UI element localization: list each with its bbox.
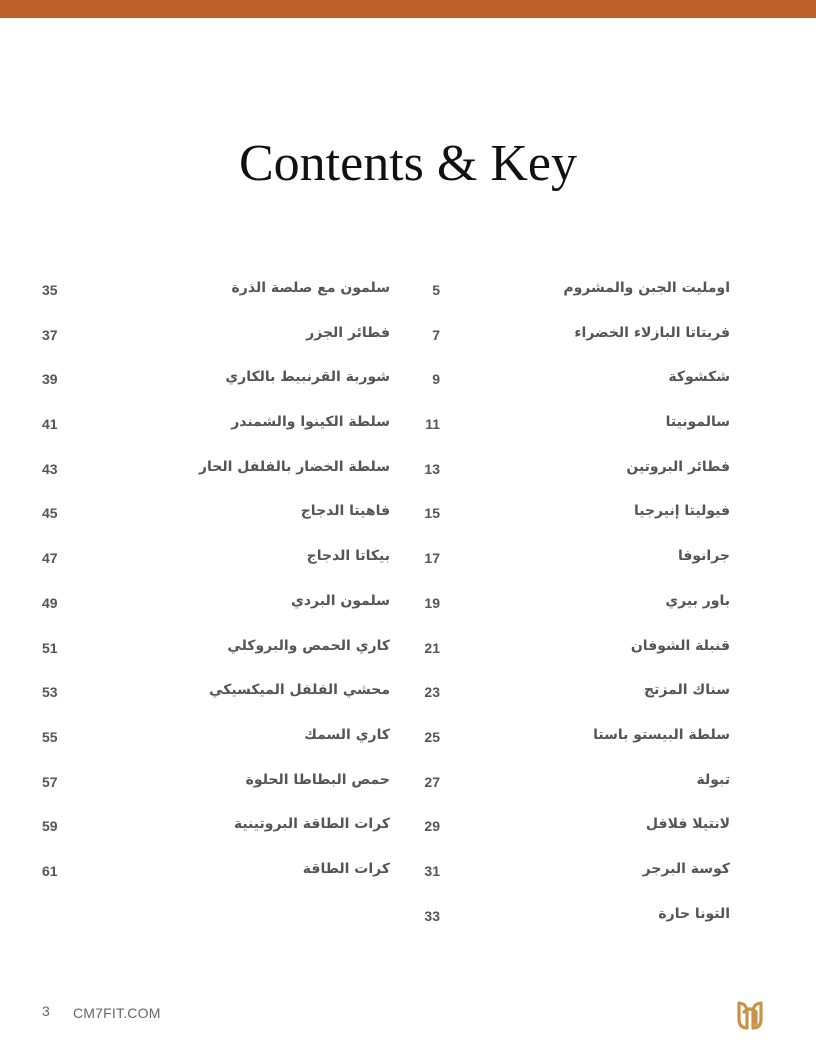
toc-entry-title: كرات الطاقة	[302, 860, 390, 877]
footer-website[interactable]: CM7FIT.COM	[73, 1005, 161, 1021]
toc-entry-page: 25	[424, 728, 440, 745]
toc-entry-title: حمص البطاطا الحلوة	[245, 771, 390, 788]
toc-entry-page: 41	[42, 416, 58, 433]
toc-entry-page: 49	[42, 594, 58, 611]
toc-entry-title: محشي الفلفل الميكسيكي	[209, 682, 390, 699]
toc-entry-title: سلطة البيستو باستا	[593, 726, 730, 743]
toc-entry[interactable]	[410, 455, 775, 500]
toc-entry-title: بيكاتا الدجاج	[306, 548, 390, 565]
toc-entry-page: 27	[424, 773, 440, 790]
toc-right-column	[410, 276, 775, 946]
toc-entry-title: فيوليتا إنيرجيا	[633, 503, 730, 520]
toc-entry-title: باور بيري	[665, 592, 730, 609]
toc-entry[interactable]	[410, 857, 775, 902]
toc-entry[interactable]	[30, 857, 395, 902]
toc-entry-title: كرات الطاقة البروتينية	[233, 816, 390, 833]
toc-entry[interactable]	[410, 902, 775, 947]
toc-entry[interactable]	[30, 410, 395, 455]
toc-entry-page: 39	[42, 371, 58, 388]
toc-entry-page: 15	[424, 505, 440, 522]
toc-entry-title: تبولة	[696, 771, 730, 788]
toc-entry[interactable]	[410, 723, 775, 768]
toc-entry-title: التونا حارة	[658, 905, 730, 922]
top-accent-bar	[0, 0, 816, 18]
toc-entry[interactable]	[410, 589, 775, 634]
toc-entry-page: 45	[42, 505, 58, 522]
toc-entry-page: 11	[425, 416, 440, 433]
toc-entry[interactable]	[30, 544, 395, 589]
toc-entry-title: قنبلة الشوفان	[630, 637, 730, 654]
toc-entry-title: سناك المزتج	[644, 682, 730, 699]
toc-entry[interactable]	[30, 723, 395, 768]
toc-entry-title: سلمون البردي	[291, 592, 390, 609]
toc-entry-page: 33	[424, 907, 440, 924]
toc-entry-title: سلطة الخضار بالفلفل الحار	[198, 458, 390, 475]
toc-entry[interactable]	[410, 678, 775, 723]
toc-entry[interactable]	[30, 634, 395, 679]
toc-entry[interactable]	[410, 410, 775, 455]
toc-entry[interactable]	[30, 768, 395, 813]
toc-entry-title: فطائر البروتين	[626, 458, 730, 475]
toc-entry-page: 47	[42, 550, 58, 567]
toc-entry-title: فطائر الجزر	[306, 324, 390, 341]
toc-entry-title: سالمونيتا	[665, 414, 730, 431]
toc-entry-title: كاري الحمص والبروكلي	[227, 637, 390, 654]
toc-entry[interactable]	[30, 455, 395, 500]
toc-entry[interactable]	[410, 768, 775, 813]
toc-entry-title: شوربة القرنبيط بالكاري	[225, 369, 390, 386]
toc-entry-page: 19	[424, 594, 440, 611]
tulip-logo-icon	[733, 998, 767, 1032]
toc-entry-page: 61	[42, 862, 58, 879]
toc-entry-title: فاهيتا الدجاج	[300, 503, 390, 520]
toc-entry-title: سلطة الكينوا والشمندر	[231, 414, 390, 431]
toc-entry[interactable]	[30, 499, 395, 544]
toc-entry-title: جرانوفا	[677, 548, 730, 565]
toc-entry-title: فريتاتا البازلاء الخضراء	[574, 324, 730, 341]
toc-entry-page: 59	[42, 818, 58, 835]
toc-entry-title: كوسة البرجر	[642, 860, 730, 877]
toc-entry-page: 17	[424, 550, 440, 567]
toc-entry-page: 57	[42, 773, 58, 790]
toc-entry[interactable]	[410, 544, 775, 589]
toc-entry-page: 5	[432, 282, 440, 298]
toc-entry-page: 9	[432, 371, 440, 388]
toc-entry-title: اومليت الجبن والمشروم	[563, 280, 730, 296]
toc-entry[interactable]	[30, 589, 395, 634]
toc-entry[interactable]	[410, 276, 775, 321]
toc-entry-page: 37	[42, 326, 58, 343]
toc-entry-title: شكشوكة	[668, 369, 730, 386]
toc-entry[interactable]	[30, 321, 395, 366]
toc-entry-page: 29	[424, 818, 440, 835]
toc-entry[interactable]	[410, 365, 775, 410]
toc-entry-page: 43	[42, 460, 58, 477]
toc-entry[interactable]	[410, 321, 775, 366]
toc-entry-page: 35	[42, 282, 58, 298]
toc-entry-title: كاري السمك	[304, 726, 390, 743]
toc-entry[interactable]	[410, 812, 775, 857]
toc-entry-page: 21	[424, 639, 440, 656]
toc-entry[interactable]	[30, 276, 395, 321]
footer-page-number: 3	[42, 1003, 50, 1019]
toc-entry-page: 13	[424, 460, 440, 477]
toc-entry-page: 31	[424, 862, 440, 879]
toc-entry-page: 53	[42, 684, 58, 701]
toc-entry-page: 55	[42, 728, 58, 745]
toc-entry[interactable]	[30, 365, 395, 410]
page-title: Contents & Key	[239, 135, 577, 192]
toc-entry[interactable]	[30, 812, 395, 857]
toc-entry[interactable]	[410, 499, 775, 544]
toc-entry-page: 7	[432, 326, 440, 343]
toc-entry[interactable]	[30, 678, 395, 723]
toc-entry-page: 23	[424, 684, 440, 701]
toc-entry-page: 51	[42, 639, 58, 656]
toc-entry[interactable]	[410, 634, 775, 679]
toc-left-column	[30, 276, 395, 902]
toc-entry-title: سلمون مع صلصة الذرة	[231, 280, 390, 296]
toc-entry-title: لانتيلا فلافل	[645, 816, 730, 833]
